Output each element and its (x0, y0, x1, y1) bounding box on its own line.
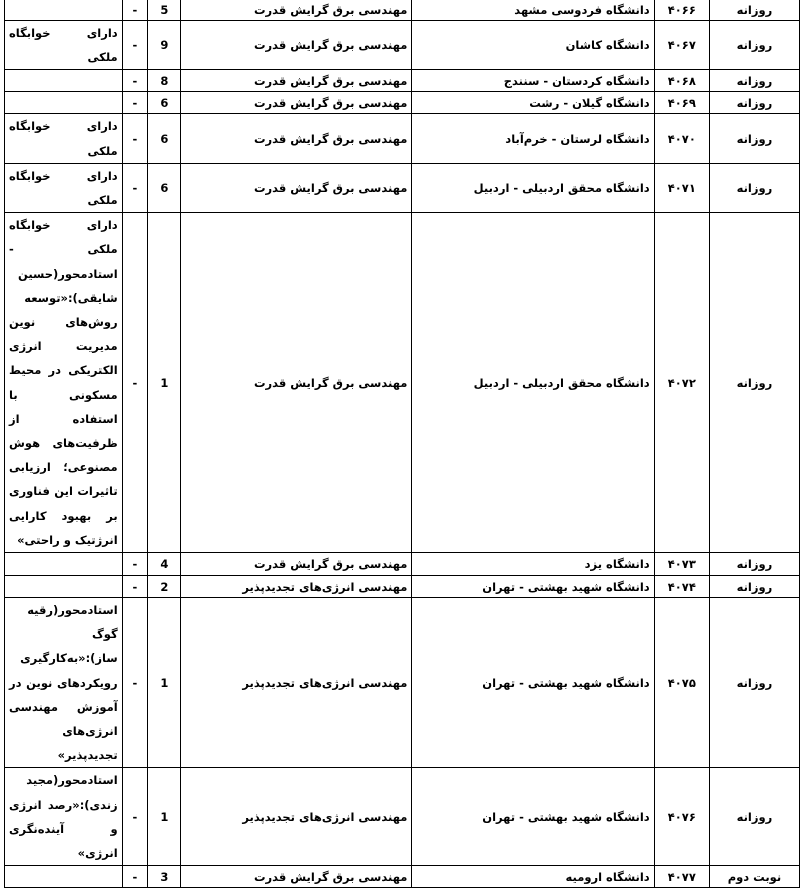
field-name: مهندسی انرژی‌های تجدیدپذیر (181, 598, 412, 768)
notes: دارای خوابگاه ملکی (5, 21, 123, 70)
dash-cell: - (122, 0, 148, 21)
university-name: دانشگاه کردستان - سنندج (412, 70, 654, 92)
table-row (5, 598, 800, 768)
study-time: روزانه (709, 768, 799, 866)
dash-cell: - (122, 114, 148, 163)
program-code: ۴۰۷۲ (654, 213, 709, 553)
dash-cell: - (122, 163, 148, 212)
table-row (5, 866, 800, 888)
dash-cell: - (122, 213, 148, 553)
capacity: 6 (148, 114, 181, 163)
notes (5, 70, 123, 92)
notes: استادمحور(مجید زندی):«رصد انرژی و آینده‌نگری انرژی» (5, 768, 123, 866)
capacity: 1 (148, 768, 181, 866)
dash-cell: - (122, 768, 148, 866)
study-time: روزانه (709, 553, 799, 576)
university-name: دانشگاه فردوسی مشهد (412, 0, 654, 21)
study-time: روزانه (709, 576, 799, 598)
table-row (5, 768, 800, 866)
notes (5, 0, 123, 21)
study-time: روزانه (709, 213, 799, 553)
capacity: 1 (148, 213, 181, 553)
field-name: مهندسی برق گرایش قدرت (181, 0, 412, 21)
program-code: ۴۰۷۵ (654, 598, 709, 768)
field-name: مهندسی برق گرایش قدرت (181, 92, 412, 114)
dash-cell: - (122, 598, 148, 768)
study-time: روزانه (709, 21, 799, 70)
university-name: دانشگاه گیلان - رشت (412, 92, 654, 114)
dash-cell: - (122, 92, 148, 114)
notes (5, 866, 123, 888)
university-name: دانشگاه محقق اردبیلی - اردبیل (412, 163, 654, 212)
university-name: دانشگاه ارومیه (412, 866, 654, 888)
field-name: مهندسی انرژی‌های تجدیدپذیر (181, 576, 412, 598)
university-name: دانشگاه شهید بهشتی - تهران (412, 598, 654, 768)
table-row (5, 576, 800, 598)
university-name: دانشگاه یزد (412, 553, 654, 576)
notes: دارای خوابگاه ملکی (5, 163, 123, 212)
dash-cell: - (122, 70, 148, 92)
program-code: ۴۰۷۰ (654, 114, 709, 163)
university-name: دانشگاه شهید بهشتی - تهران (412, 768, 654, 866)
university-name: دانشگاه کاشان (412, 21, 654, 70)
capacity: 6 (148, 163, 181, 212)
table-row (5, 114, 800, 163)
field-name: مهندسی برق گرایش قدرت (181, 213, 412, 553)
study-time: روزانه (709, 114, 799, 163)
table-row (5, 553, 800, 576)
program-code: ۴۰۶۷ (654, 21, 709, 70)
program-code: ۴۰۶۶ (654, 0, 709, 21)
table-row (5, 21, 800, 70)
capacity: 4 (148, 553, 181, 576)
table-row (5, 163, 800, 212)
capacity: 9 (148, 21, 181, 70)
university-name: دانشگاه لرستان - خرم‌آباد (412, 114, 654, 163)
dash-cell: - (122, 553, 148, 576)
program-code: ۴۰۷۳ (654, 553, 709, 576)
study-time: روزانه (709, 0, 799, 21)
table-row (5, 0, 800, 21)
program-code: ۴۰۶۹ (654, 92, 709, 114)
notes (5, 553, 123, 576)
study-time: روزانه (709, 163, 799, 212)
dash-cell: - (122, 576, 148, 598)
notes (5, 576, 123, 598)
program-code: ۴۰۷۱ (654, 163, 709, 212)
study-time: روزانه (709, 598, 799, 768)
notes: استادمحور(رقیه گوگ ساز):«به‌کارگیری رویکردهای نوین در آموزش مهندسی انرژی‌های تجدیدپذیر» (5, 598, 123, 768)
dash-cell: - (122, 21, 148, 70)
admission-table (4, 0, 800, 888)
capacity: 5 (148, 0, 181, 21)
notes (5, 92, 123, 114)
capacity: 2 (148, 576, 181, 598)
notes: دارای خوابگاه ملکی - استادمحور(حسین شایقی):«توسعه روش‌های نوین مدیریت انرژی الکتریکی در محیط مسکونی با استفاده از ظرفیت‌های هوش مصنوعی؛ ارزیابی تاثیرات این فناوری بر بهبود کارایی انرژتیک و راحتی» (5, 213, 123, 553)
capacity: 6 (148, 92, 181, 114)
program-code: ۴۰۷۴ (654, 576, 709, 598)
study-time: روزانه (709, 70, 799, 92)
capacity: 3 (148, 866, 181, 888)
study-time: روزانه (709, 92, 799, 114)
table-row (5, 70, 800, 92)
table-row (5, 213, 800, 553)
program-code: ۴۰۷۷ (654, 866, 709, 888)
field-name: مهندسی برق گرایش قدرت (181, 866, 412, 888)
field-name: مهندسی برق گرایش قدرت (181, 114, 412, 163)
field-name: مهندسی برق گرایش قدرت (181, 70, 412, 92)
table-row (5, 92, 800, 114)
university-name: دانشگاه محقق اردبیلی - اردبیل (412, 213, 654, 553)
field-name: مهندسی برق گرایش قدرت (181, 553, 412, 576)
program-code: ۴۰۶۸ (654, 70, 709, 92)
university-name: دانشگاه شهید بهشتی - تهران (412, 576, 654, 598)
dash-cell: - (122, 866, 148, 888)
capacity: 1 (148, 598, 181, 768)
program-code: ۴۰۷۶ (654, 768, 709, 866)
notes: دارای خوابگاه ملکی (5, 114, 123, 163)
study-time: نوبت دوم (709, 866, 799, 888)
field-name: مهندسی انرژی‌های تجدیدپذیر (181, 768, 412, 866)
field-name: مهندسی برق گرایش قدرت (181, 21, 412, 70)
capacity: 8 (148, 70, 181, 92)
field-name: مهندسی برق گرایش قدرت (181, 163, 412, 212)
